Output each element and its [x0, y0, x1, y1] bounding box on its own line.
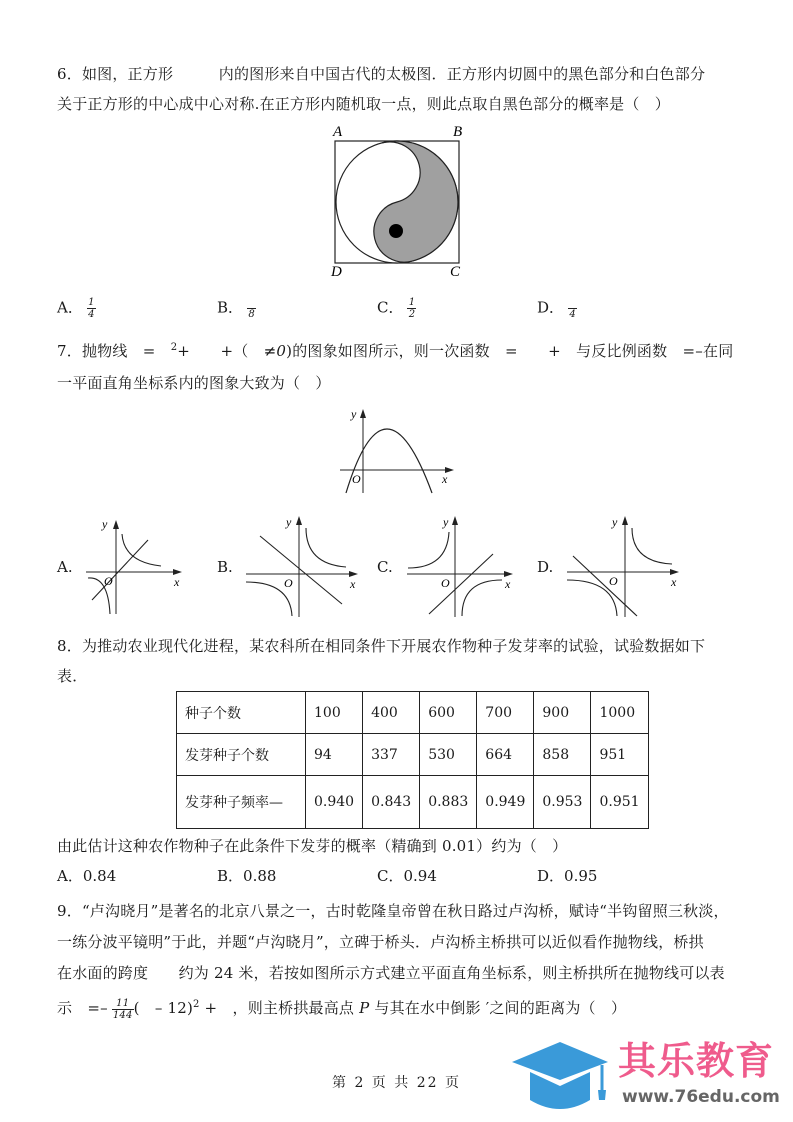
q6-option-d[interactable] [537, 297, 577, 320]
table-cell: 951 [591, 734, 648, 776]
table-cell: 100 [306, 692, 363, 734]
table-row [177, 776, 649, 829]
label-b: B [453, 124, 463, 140]
germination-table [176, 691, 649, 829]
frac-num [247, 297, 256, 309]
q7-option-d-graph[interactable] [565, 512, 685, 617]
q9-text-part: 与其在水中倒影 ′之间的距离为（ ） [369, 999, 627, 1017]
q9-superscript: 2 [193, 999, 200, 1010]
table-cell: 0.883 [420, 776, 477, 829]
q8-text-line1: 8．为推动农业现代化进程，某农科所在相同条件下开展农作物种子发芽率的试验，试验数据如下 [57, 637, 706, 655]
q7-option-b-label[interactable]: B. [217, 558, 233, 576]
q7-superscript: 2 [170, 342, 178, 353]
hyperbola-branch [408, 532, 449, 568]
q6-option-b[interactable] [217, 297, 256, 320]
q8-option-b[interactable]: B．0.88 [217, 867, 277, 885]
linear-line [429, 554, 493, 614]
q7-option-a-label[interactable]: A. [57, 558, 73, 576]
q7-option-a-graph[interactable] [84, 514, 194, 614]
q7-option-c-graph[interactable] [405, 512, 520, 617]
q9-point-p: P [359, 999, 370, 1017]
q6-text-line2: 关于正方形的中心成中心对称.在正方形内随机取一点，则此点取自黑色部分的概率是（ ） [57, 95, 670, 113]
origin-label: O [104, 574, 113, 588]
table-cell: 0.940 [306, 776, 363, 829]
table-cell: 0.949 [477, 776, 534, 829]
y-arrow [296, 516, 302, 525]
table-cell: 94 [306, 734, 363, 776]
option-label: C． [377, 298, 404, 317]
q7-option-c-label[interactable]: C. [377, 558, 393, 576]
frac-den: 8 [248, 309, 255, 320]
frac-num: 11 [112, 998, 134, 1010]
q7-text-line2: 一平面直角坐标系内的图象大致为（ ） [57, 374, 331, 392]
q9-text-part: ( – 12) [133, 999, 194, 1017]
row-header: 种子个数 [177, 692, 306, 734]
option-label: B． [217, 298, 244, 317]
hyperbola-branch [306, 528, 346, 567]
q8-option-d[interactable]: D．0.95 [537, 867, 598, 885]
q9-text-part: + ，则主桥拱最高点 [199, 999, 360, 1017]
axis-label-y: y [102, 517, 108, 531]
q7-option-b-graph[interactable] [244, 512, 364, 617]
axis-label-x: x [442, 472, 448, 486]
label-c: C [450, 264, 461, 280]
origin-label: O [352, 472, 361, 486]
label-a: A [333, 124, 343, 140]
table-row [177, 692, 649, 734]
axis-label-y: y [443, 515, 449, 529]
origin-label: O [609, 574, 618, 588]
row-header: 发芽种子频率— [177, 776, 306, 829]
frac-den: 2 [408, 309, 416, 320]
taiji-figure [325, 122, 475, 282]
frac-den: 4 [569, 309, 576, 320]
origin-label: O [441, 576, 450, 590]
brand-logo [510, 1038, 790, 1118]
linear-line [92, 540, 148, 600]
axis-label-x: x [671, 575, 677, 589]
y-arrow [360, 409, 366, 418]
q7-text-line1 [57, 338, 733, 361]
page-number: 第 2 页 共 22 页 [332, 1075, 461, 1091]
q8-option-c[interactable]: C．0.94 [377, 867, 437, 885]
table-cell: 858 [534, 734, 591, 776]
black-dot [389, 224, 403, 238]
frac-num: 1 [408, 297, 416, 308]
axis-label-y: y [286, 515, 292, 529]
hyperbola-branch [462, 580, 502, 616]
q7-text-part: )的图象如图所示，则一次函数 = + 与反比例函数 =–在同 [286, 342, 734, 360]
q7-text-part: + +（ ≠ [177, 342, 277, 360]
option-label: A． [57, 298, 83, 317]
table-cell: 337 [363, 734, 420, 776]
axis-label-x: x [350, 577, 356, 591]
q7-text-part: 7．抛物线 = [57, 342, 171, 360]
q8-text-line3: 由此估计这种农作物种子在此条件下发芽的概率（精确到 0.01）约为（ ） [57, 837, 568, 855]
table-cell: 1000 [591, 692, 648, 734]
axis-label-x: x [505, 577, 511, 591]
q9-text-part: 示 =– [57, 999, 108, 1017]
table-cell: 400 [363, 692, 420, 734]
axis-label-y: y [612, 515, 618, 529]
y-arrow [452, 516, 458, 525]
q6-option-c[interactable] [377, 297, 416, 320]
frac-num: 1 [88, 297, 95, 308]
option-label: D． [537, 298, 565, 317]
linear-line [573, 556, 637, 616]
y-arrow [113, 520, 119, 529]
axis-label-y: y [351, 407, 357, 421]
table-cell: 530 [420, 734, 477, 776]
frac-num [568, 297, 577, 309]
q8-text-line2: 表． [57, 667, 88, 685]
graduation-cap-icon [510, 1042, 610, 1114]
q6-text-line1: 6．如图，正方形 内的图形来自中国古代的太极图．正方形内切圆中的黑色部分和白色部分 [57, 65, 706, 83]
table-cell: 0.843 [363, 776, 420, 829]
label-d: D [331, 264, 342, 280]
table-cell: 664 [477, 734, 534, 776]
q9-text-line2: 一练分波平镜明”于此，并题“卢沟晓月”，立碑于桥头．卢沟桥主桥拱可以近似看作抛物线，桥拱 [57, 933, 704, 951]
table-cell: 700 [477, 692, 534, 734]
q7-zero: 0 [276, 342, 287, 360]
q8-option-a[interactable]: A．0.84 [57, 867, 117, 885]
table-cell: 0.953 [534, 776, 591, 829]
table-cell: 600 [420, 692, 477, 734]
q9-text-line1: 9．“卢沟晓月”是著名的北京八景之一，古时乾隆皇帝曾在秋日路过卢沟桥，赋诗“半钩留照三秋淡， [57, 902, 729, 920]
q9-text-line4 [57, 995, 626, 1021]
q6-option-a[interactable] [57, 297, 96, 320]
q9-text-line3: 在水面的跨度 约为 24 米，若按如图所示方式建立平面直角坐标系，则主桥拱所在抛物线可以表 [57, 964, 725, 982]
row-header: 发芽种子个数 [177, 734, 306, 776]
table-row [177, 734, 649, 776]
white-dot [390, 164, 402, 176]
brand-url: www.76edu.com [622, 1087, 780, 1107]
origin-label: O [284, 576, 293, 590]
table-cell: 0.951 [591, 776, 648, 829]
hyperbola-branch [632, 528, 672, 564]
table-cell: 900 [534, 692, 591, 734]
parabola-figure [338, 405, 458, 495]
linear-line [260, 536, 342, 604]
brand-title: 其乐教育 [618, 1039, 775, 1083]
axis-label-x: x [174, 575, 180, 589]
frac-den: 144 [112, 1009, 133, 1021]
frac-den: 4 [88, 309, 95, 320]
y-arrow [622, 516, 628, 525]
q7-option-d-label[interactable]: D. [537, 558, 554, 576]
